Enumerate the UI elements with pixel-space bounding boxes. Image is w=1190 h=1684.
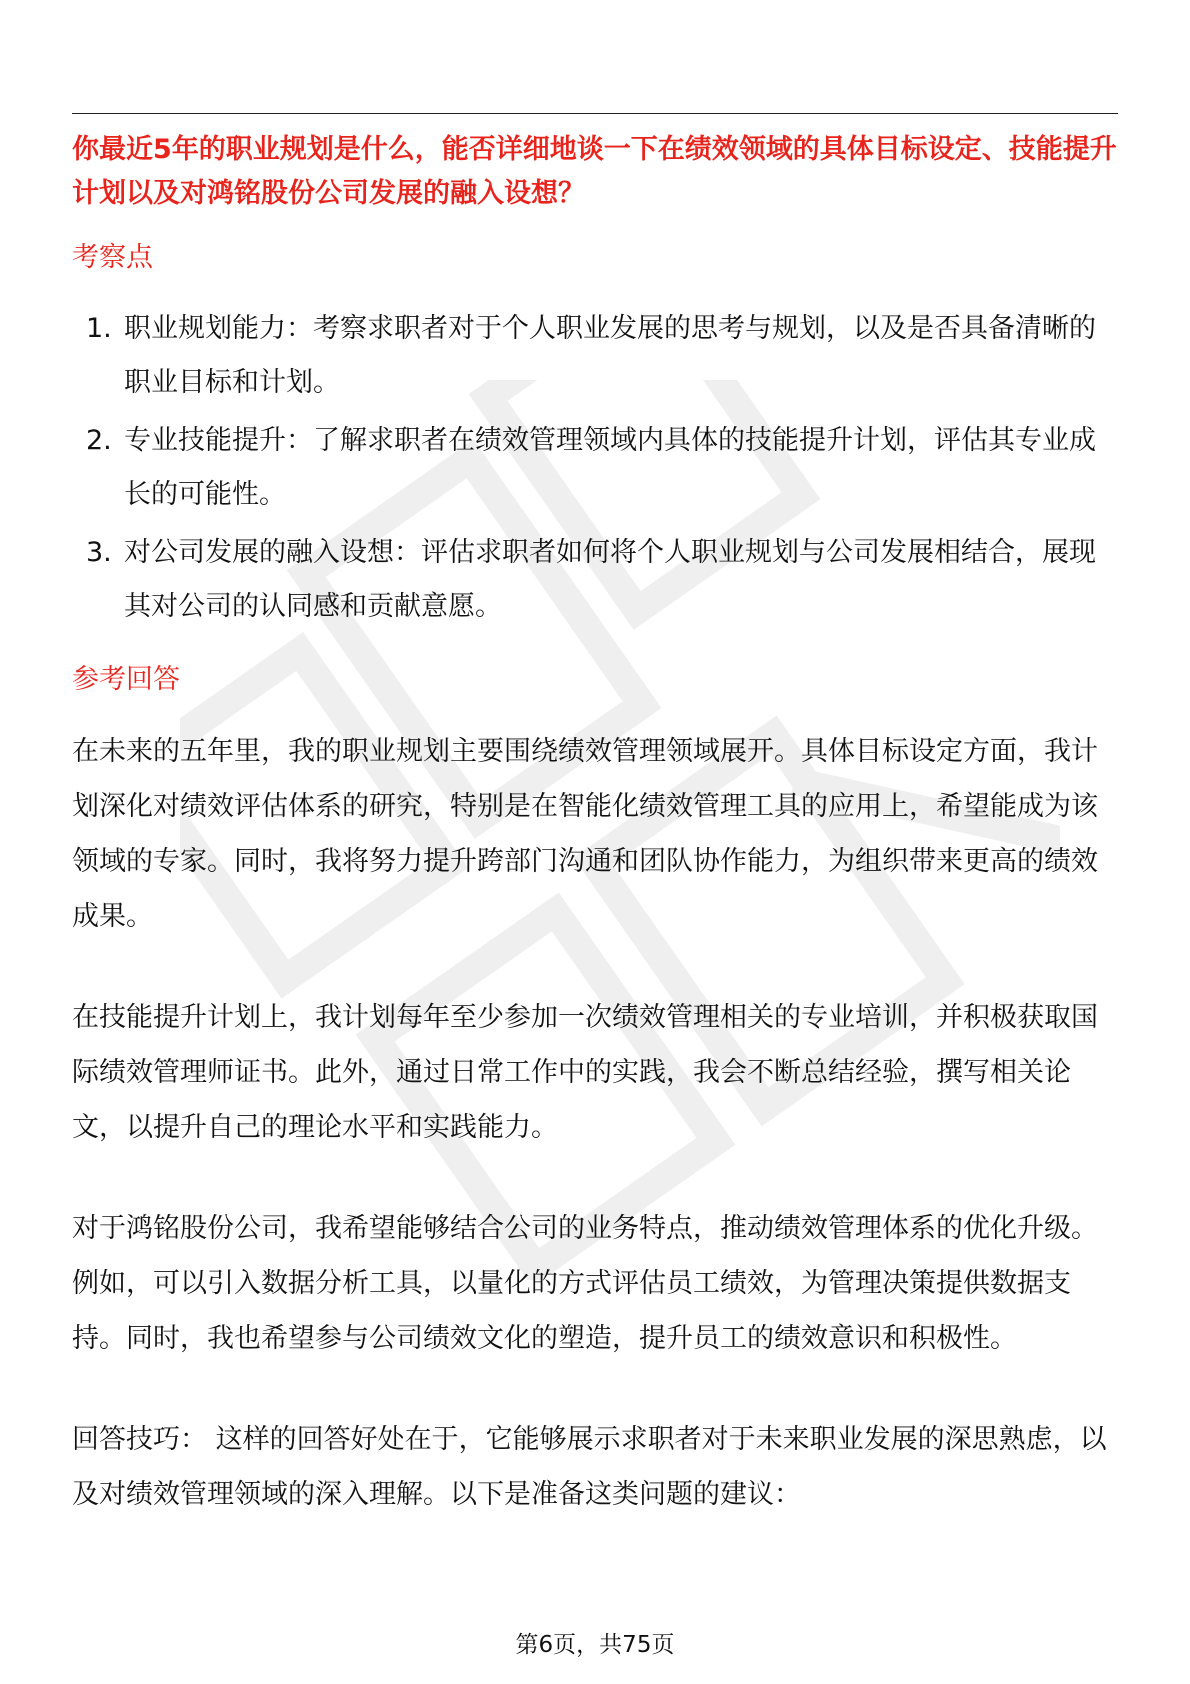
list-item [72,526,1118,634]
main-content [72,128,1118,1522]
list-item-text: 职业规划能力：考察求职者对于个人职业发展的思考与规划，以及是否具备清晰的职业目标和计划。 [124,313,1096,398]
answer-paragraph: 对于鸿铭股份公司，我希望能够结合公司的业务特点，推动绩效管理体系的优化升级。例如，可以引入数据分析工具，以量化的方式评估员工绩效，为管理决策提供数据支持。同时，我也希望参与公司绩效文化的塑造，提升员工的绩效意识和积极性。 [72,1213,1098,1354]
list-item-text: 专业技能提升：了解求职者在绩效管理领域内具体的技能提升计划，评估其专业成长的可能性。 [124,425,1096,510]
list-item-number: 3. [86,537,112,568]
list-item-number: 1. [86,313,112,344]
list-item [72,414,1118,522]
page-number-footer: 第6页，共75页 [515,1632,675,1658]
header-divider [72,113,1118,114]
answer-heading: 参考回答 [72,664,180,695]
tips-paragraph: 回答技巧： 这样的回答好处在于，它能够展示求职者对于未来职业发展的深思熟虑，以及对绩效管理领域的深入理解。以下是准备这类问题的建议： [72,1424,1107,1510]
points-list [72,302,1118,634]
points-heading: 考察点 [72,242,153,273]
answer-paragraph: 在未来的五年里，我的职业规划主要围绕绩效管理领域展开。具体目标设定方面，我计划深化对绩效评估体系的研究，特别是在智能化绩效管理工具的应用上，希望能成为该领域的专家。同时，我将努力提升跨部门沟通和团队协作能力，为组织带来更高的绩效成果。 [72,736,1098,932]
list-item-number: 2. [86,425,112,456]
list-item-text: 对公司发展的融入设想：评估求职者如何将个人职业规划与公司发展相结合，展现其对公司的认同感和贡献意愿。 [124,537,1096,622]
answer-paragraph: 在技能提升计划上，我计划每年至少参加一次绩效管理相关的专业培训，并积极获取国际绩效管理师证书。此外，通过日常工作中的实践，我会不断总结经验，撰写相关论文，以提升自己的理论水平和实践能力。 [72,1002,1098,1143]
list-item [72,302,1118,410]
question-title: 你最近5年的职业规划是什么，能否详细地谈一下在绩效领域的具体目标设定、技能提升计划以及对鸿铭股份公司发展的融入设想？ [72,134,1117,209]
